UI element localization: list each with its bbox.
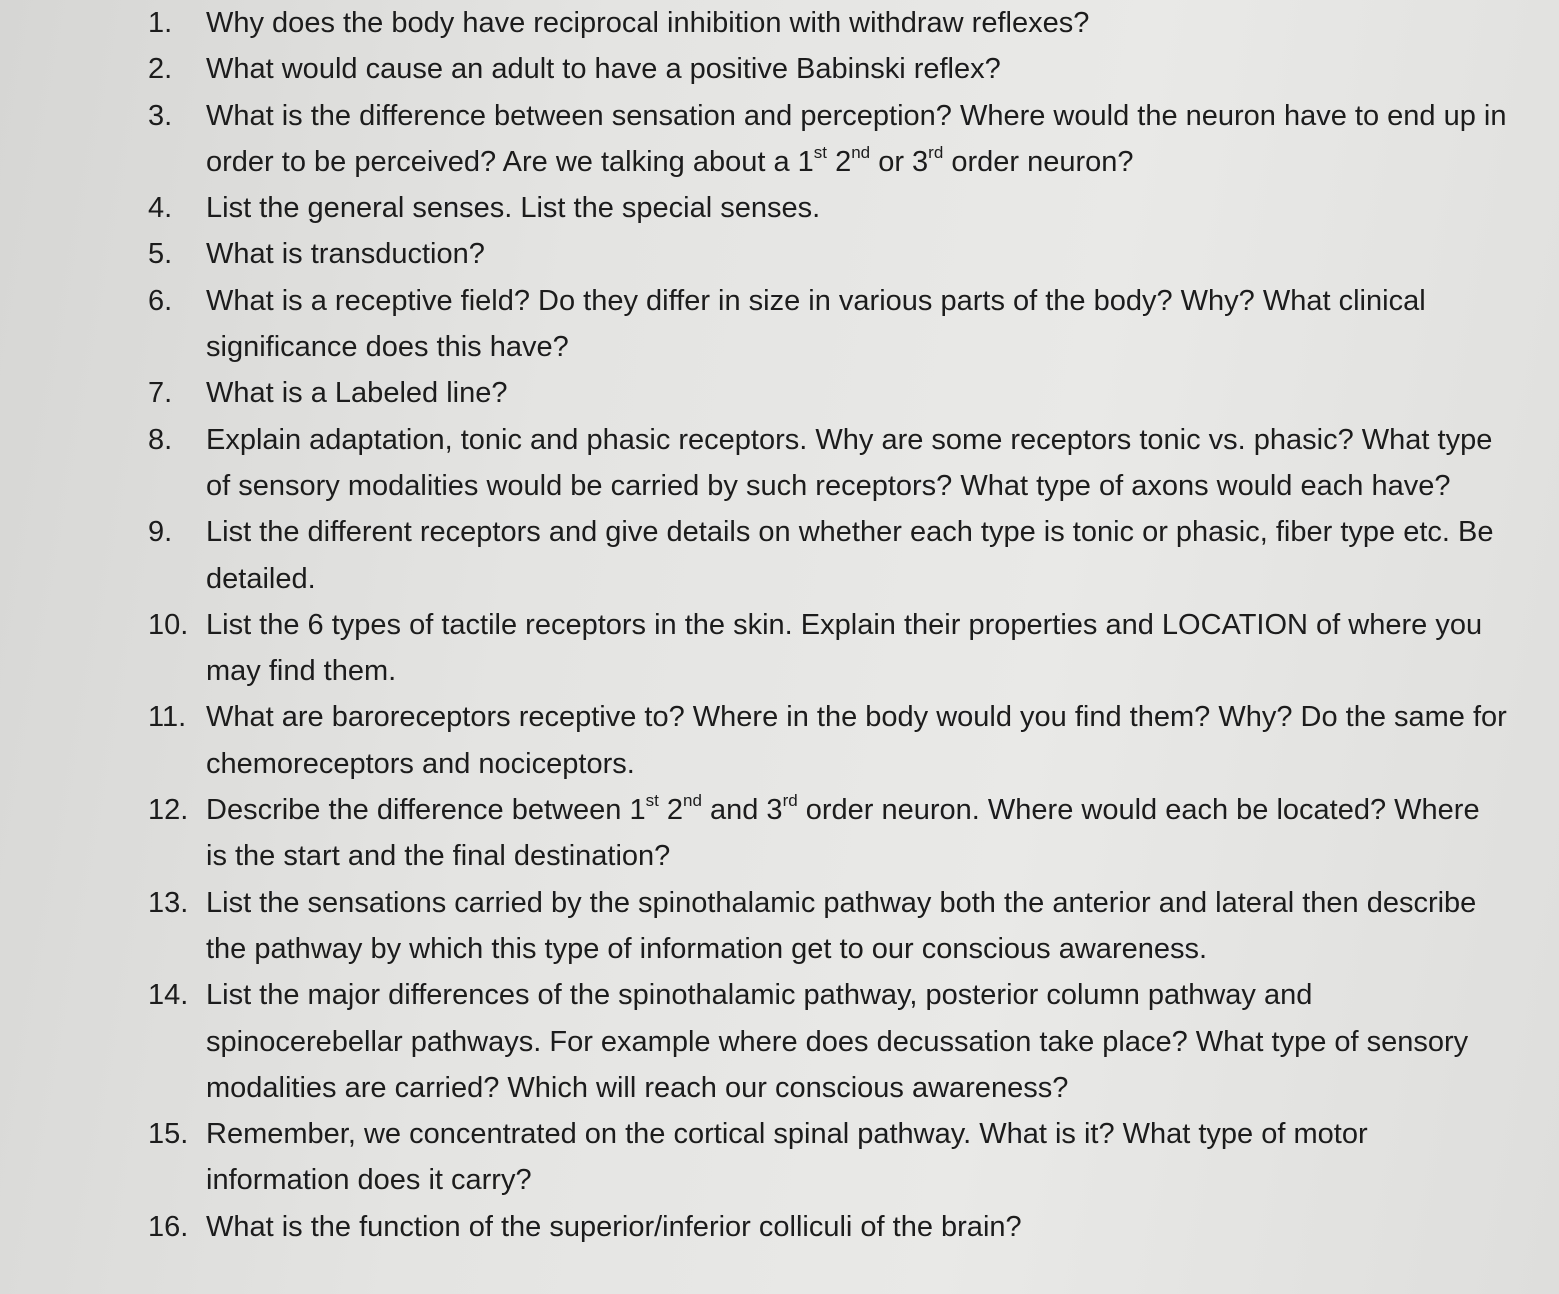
item-text: Remember, we concentrated on the cortical spinal pathway. What is it? What type of motor information does it carry? <box>206 1118 1368 1197</box>
list-item <box>148 231 1508 277</box>
list-item <box>148 93 1508 186</box>
text-segment: order neuron? <box>943 145 1134 178</box>
item-text <box>206 787 1508 880</box>
list-item <box>148 1111 1508 1204</box>
item-text: List the 6 types of tactile receptors in the skin. Explain their properties and LOCATION of where you may find them. <box>206 608 1483 688</box>
text-segment: What is the difference between sensation and perception? Where would the neuron have to end up in order to be perceived? Are we talking about a 1 <box>206 99 1507 178</box>
list-item <box>148 417 1508 510</box>
item-text: List the general senses. List the special senses. <box>206 192 821 225</box>
list-item <box>148 370 1508 416</box>
item-text: List the different receptors and give details on whether each type is tonic or phasic, fiber type etc. Be detailed. <box>206 516 1494 595</box>
item-number: 5. <box>148 238 173 271</box>
list-item <box>148 602 1508 695</box>
list-item <box>148 278 1508 371</box>
item-text: List the major differences of the spinothalamic pathway, posterior column pathway and spinocerebellar pathways. For example where does decussation take place? What type of sensory modalities are carried? Which will reach our conscious awareness? <box>206 979 1469 1104</box>
ordinal-suffix: nd <box>851 143 871 163</box>
item-text: List the sensations carried by the spinothalamic pathway both the anterior and lateral then describe the pathway by which this type of information get to our conscious awareness. <box>206 886 1477 965</box>
item-number: 15. <box>148 1118 189 1151</box>
ordinal-suffix: st <box>645 791 659 811</box>
text-segment: 2 <box>827 145 852 178</box>
item-text: What is a receptive field? Do they differ in size in various parts of the body? Why? What clinical significance does this have? <box>206 284 1426 364</box>
item-number: 9. <box>148 516 173 549</box>
item-number: 2. <box>148 53 173 86</box>
item-number: 16. <box>148 1210 189 1243</box>
list-item <box>148 185 1508 231</box>
list-item <box>148 694 1508 787</box>
item-text: Explain adaptation, tonic and phasic receptors. Why are some receptors tonic vs. phasic? What type of sensory modalities would be carried by such receptors? What type of axons would each have? <box>206 423 1493 502</box>
item-number: 1. <box>148 7 173 39</box>
ordinal-suffix: nd <box>683 791 702 811</box>
item-number: 6. <box>148 284 173 317</box>
item-number: 13. <box>148 886 189 919</box>
item-text: Why does the body have reciprocal inhibition with withdraw reflexes? <box>206 7 1090 39</box>
item-text: What is transduction? <box>206 238 485 271</box>
item-number: 4. <box>148 192 173 225</box>
item-number: 3. <box>148 99 173 132</box>
list-item <box>148 46 1508 92</box>
item-text: What is the function of the superior/inferior colliculi of the brain? <box>206 1210 1022 1243</box>
ordinal-suffix: rd <box>782 791 798 811</box>
text-segment: Describe the difference between 1 <box>206 794 646 827</box>
item-number: 7. <box>148 377 173 410</box>
text-segment: order neuron. Where would each be located? Where is the start and the final destination? <box>206 794 1480 873</box>
item-number: 11. <box>148 701 187 734</box>
question-list <box>148 0 1508 1250</box>
item-text <box>206 93 1508 186</box>
list-item <box>148 1204 1508 1250</box>
ordinal-suffix: st <box>813 143 828 163</box>
text-segment: and 3 <box>701 794 783 827</box>
item-number: 14. <box>148 979 189 1012</box>
list-item <box>148 880 1508 973</box>
list-item <box>148 0 1508 46</box>
item-text: What is a Labeled line? <box>206 377 508 410</box>
item-number: 10. <box>148 608 189 641</box>
item-text: What are baroreceptors receptive to? Where in the body would you find them? Why? Do the same for chemoreceptors and nociceptors. <box>206 701 1507 780</box>
text-segment: 2 <box>658 794 683 827</box>
text-segment: or 3 <box>870 145 929 178</box>
item-number: 8. <box>148 423 173 456</box>
list-item <box>148 972 1508 1111</box>
item-text: What would cause an adult to have a positive Babinski reflex? <box>206 53 1001 86</box>
ordinal-suffix: rd <box>928 143 944 163</box>
item-number: 12. <box>148 794 189 827</box>
list-item <box>148 509 1508 602</box>
list-item <box>148 787 1508 880</box>
